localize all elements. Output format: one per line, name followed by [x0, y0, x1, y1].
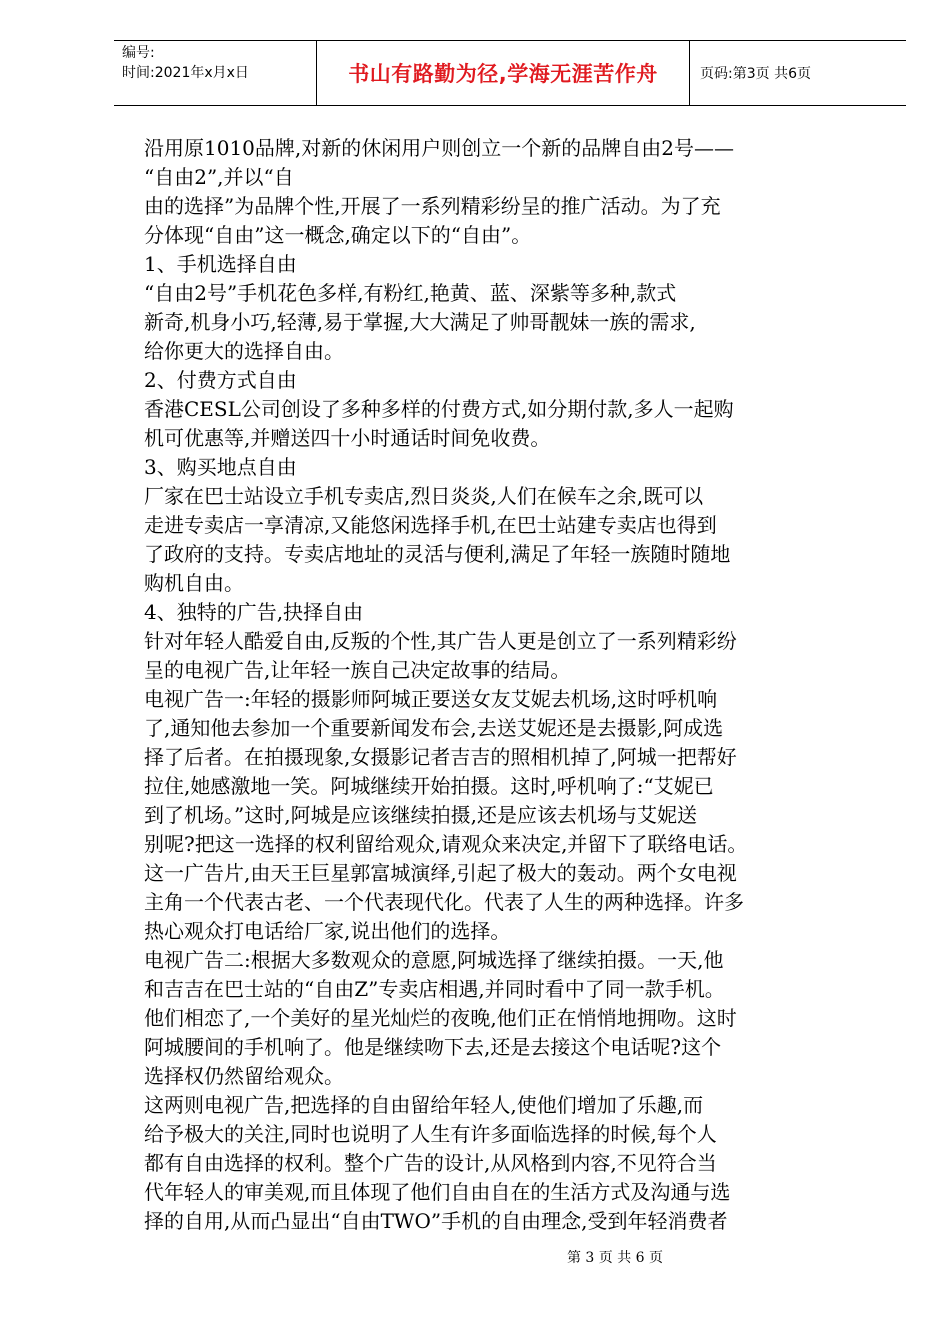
header-page-info: 页码:第3页 共6页	[700, 66, 811, 82]
text-line: 阿城腰间的手机响了。他是继续吻下去,还是去接这个电话呢?这个	[144, 1035, 722, 1059]
header-meta	[114, 41, 316, 105]
text-line: 1、手机选择自由	[144, 252, 297, 276]
text-line: 了,通知他去参加一个重要新闻发布会,去送艾妮还是去摄影,阿成选	[144, 716, 724, 740]
text-line: 电视广告一:年轻的摄影师阿城正要送女友艾妮去机场,这时呼机响	[144, 687, 718, 711]
text-line: 机可优惠等,并赠送四十小时通话时间免收费。	[144, 426, 551, 450]
text-line: 分体现“自由”这一概念,确定以下的“自由”。	[144, 223, 532, 247]
document-number-label: 编号:	[122, 45, 155, 61]
text-line: 主角一个代表古老、一个代表现代化。代表了人生的两种选择。许多	[144, 890, 744, 914]
text-line: 择了后者。在拍摄现象,女摄影记者吉吉的照相机掉了,阿城一把帮好	[144, 745, 737, 769]
text-line: 和吉吉在巴士站的“自由Z”专卖店相遇,并同时看中了同一款手机。	[144, 977, 725, 1001]
text-line: “自由2号”手机花色多样,有粉红,艳黄、蓝、深紫等多种,款式	[144, 281, 677, 305]
text-line: 2、付费方式自由	[144, 368, 297, 392]
text-line: 择的自用,从而凸显出“自由TWO”手机的自由理念,受到年轻消费者	[144, 1209, 728, 1233]
text-line: 电视广告二:根据大多数观众的意愿,阿城选择了继续拍摄。一天,他	[144, 948, 724, 972]
text-line: 针对年轻人酷爱自由,反叛的个性,其广告人更是创立了一系列精彩纷	[144, 629, 737, 653]
page-footer: 第 3 页 共 6 页	[566, 1250, 664, 1266]
text-line: 走进专卖店一享清凉,又能悠闲选择手机,在巴士站建专卖店也得到	[144, 513, 717, 537]
text-line: 香港CESL公司创设了多种多样的付费方式,如分期付款,多人一起购	[144, 397, 734, 421]
text-line: 给予极大的关注,同时也说明了人生有许多面临选择的时候,每个人	[144, 1122, 717, 1146]
text-line: 这一广告片,由天王巨星郭富城演绎,引起了极大的轰动。两个女电视	[144, 861, 737, 885]
text-line: “自由2”,并以“自	[144, 165, 294, 189]
text-line: 沿用原1010品牌,对新的休闲用户则创立一个新的品牌自由2号——	[144, 136, 734, 160]
text-line: 别呢?把这一选择的权利留给观众,请观众来决定,并留下了联络电话。	[144, 832, 748, 856]
document-time-label: 时间:2021年x月x日	[122, 65, 249, 81]
text-line: 拉住,她感激地一笑。阿城继续开始拍摄。这时,呼机响了:“艾妮已	[144, 774, 714, 798]
text-line: 到了机场。”这时,阿城是应该继续拍摄,还是应该去机场与艾妮送	[144, 803, 697, 827]
text-line: 3、购买地点自由	[144, 455, 297, 479]
header-motto: 书山有路勤为径,学海无涯苦作舟	[316, 41, 690, 105]
text-line: 购机自由。	[144, 571, 244, 595]
text-line: 新奇,机身小巧,轻薄,易于掌握,大大满足了帅哥靓妹一族的需求,	[144, 310, 696, 334]
text-line: 都有自由选择的权利。整个广告的设计,从风格到内容,不见符合当	[144, 1151, 717, 1175]
text-line: 热心观众打电话给厂家,说出他们的选择。	[144, 919, 511, 943]
text-line: 给你更大的选择自由。	[144, 339, 344, 363]
text-line: 了政府的支持。专卖店地址的灵活与便利,满足了年轻一族随时随地	[144, 542, 731, 566]
page-header	[114, 40, 906, 106]
text-line: 由的选择”为品牌个性,开展了一系列精彩纷呈的推广活动。为了充	[144, 194, 721, 218]
text-line: 厂家在巴士站设立手机专卖店,烈日炎炎,人们在候车之余,既可以	[144, 484, 704, 508]
text-line: 他们相恋了,一个美好的星光灿烂的夜晚,他们正在悄悄地拥吻。这时	[144, 1006, 737, 1030]
text-line: 4、独特的广告,抉择自由	[144, 600, 364, 624]
text-line: 这两则电视广告,把选择的自由留给年轻人,使他们增加了乐趣,而	[144, 1093, 704, 1117]
text-line: 代年轻人的审美观,而且体现了他们自由自在的生活方式及沟通与选	[144, 1180, 731, 1204]
text-line: 选择权仍然留给观众。	[144, 1064, 344, 1088]
document-body	[144, 134, 889, 1236]
text-line: 呈的电视广告,让年轻一族自己决定故事的结局。	[144, 658, 571, 682]
